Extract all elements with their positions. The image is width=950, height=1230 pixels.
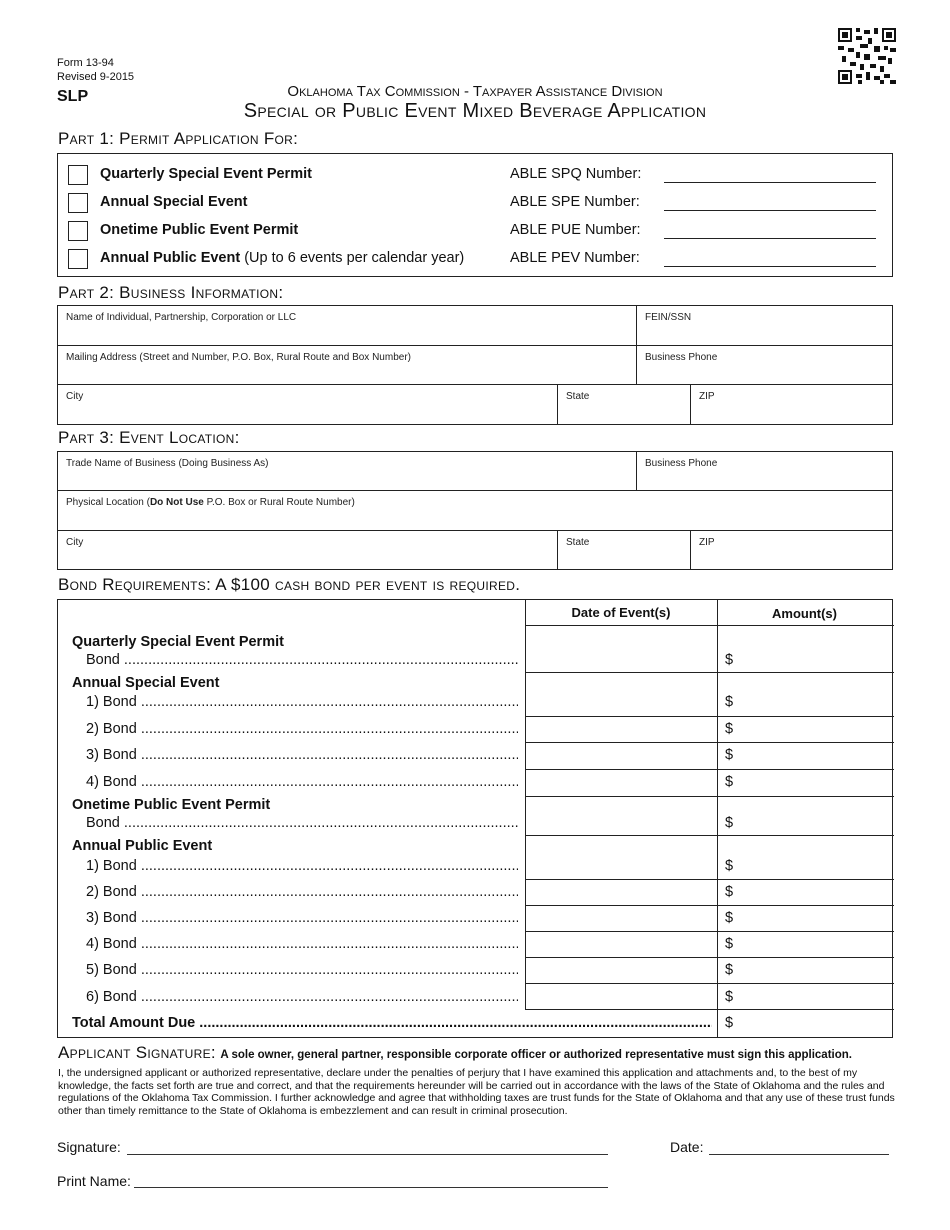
state-label: State xyxy=(566,391,590,402)
event-zip-field[interactable] xyxy=(690,530,892,569)
fein-field-label: FEIN/SSN xyxy=(645,312,692,323)
bond-row-label: 1) Bond ..... xyxy=(86,858,518,874)
bond-row-label: Bond ..... xyxy=(86,652,518,668)
physical-location-prefix: Physical Location ( xyxy=(66,497,150,508)
event-state-field[interactable] xyxy=(557,530,690,569)
form-code: SLP xyxy=(57,88,89,105)
form-number: Form 13-94 xyxy=(57,57,114,69)
event-city-label: City xyxy=(66,537,84,548)
bond-row-label: 4) Bond ..... xyxy=(86,936,518,952)
event-state-label: State xyxy=(566,537,590,548)
amount-field-dollar[interactable]: $ xyxy=(725,962,734,978)
print-name-input[interactable] xyxy=(134,1187,608,1188)
checkbox-onetime-public[interactable] xyxy=(68,221,88,241)
total-amount-label: Total Amount Due ..... xyxy=(72,1015,712,1031)
business-info-box xyxy=(57,305,893,425)
signature-input[interactable] xyxy=(127,1154,608,1155)
print-name-label: Print Name: xyxy=(57,1173,131,1189)
part3-heading: Part 3: Event Location: xyxy=(58,428,240,447)
zip-field[interactable] xyxy=(690,384,892,424)
row-divider xyxy=(525,905,894,906)
amount-field-dollar[interactable]: $ xyxy=(725,884,734,900)
name-field-label: Name of Individual, Partnership, Corporation or LLC xyxy=(66,312,297,323)
mailing-address-label: Mailing Address (Street and Number, P.O. Box, Rural Route and Box Number) xyxy=(66,352,411,363)
amount-field-dollar[interactable]: $ xyxy=(725,652,734,668)
group-annual-special: Annual Special Event xyxy=(72,675,220,691)
header-divider xyxy=(525,625,894,626)
col-header-date: Date of Event(s) xyxy=(571,605,671,620)
amount-field-dollar[interactable]: $ xyxy=(725,747,734,763)
event-zip-label: ZIP xyxy=(699,537,715,548)
mailing-address-field[interactable] xyxy=(58,345,636,385)
col-header-amount: Amount(s) xyxy=(772,606,837,621)
page-title: Special or Public Event Mixed Beverage Application xyxy=(243,100,707,122)
amount-field-dollar[interactable]: $ xyxy=(725,774,734,790)
trade-name-field[interactable] xyxy=(58,452,636,491)
row-divider xyxy=(525,879,894,880)
part1-heading: Part 1: Permit Application For: xyxy=(58,129,299,148)
bond-row-label: 3) Bond ..... xyxy=(86,747,518,763)
bond-row-label: 6) Bond ..... xyxy=(86,989,518,1005)
option-label-onetime-public: Onetime Public Event Permit xyxy=(100,222,299,238)
option-label-annual-public xyxy=(100,250,464,266)
checkbox-annual-public[interactable] xyxy=(68,249,88,269)
able-spq-input[interactable] xyxy=(664,182,876,183)
able-spe-label: ABLE SPE Number: xyxy=(510,194,640,210)
group-onetime-public: Onetime Public Event Permit xyxy=(72,797,271,813)
permit-application-box xyxy=(57,153,893,277)
date-col-divider xyxy=(525,600,526,1010)
row-divider xyxy=(525,716,894,717)
bond-row-label: 4) Bond ..... xyxy=(86,774,518,790)
option-note-annual-public: (Up to 6 events per calendar year) xyxy=(244,250,465,266)
event-city-field[interactable] xyxy=(58,530,557,569)
row-divider xyxy=(525,983,894,984)
city-label: City xyxy=(66,391,84,402)
bond-row-label: 3) Bond ..... xyxy=(86,910,518,926)
row-divider xyxy=(525,931,894,932)
event-business-phone-label: Business Phone xyxy=(645,458,718,469)
amount-field-dollar[interactable]: $ xyxy=(725,858,734,874)
physical-location-suffix: P.O. Box or Rural Route Number) xyxy=(203,497,355,508)
bond-heading: Bond Requirements: A $100 cash bond per event is required. xyxy=(58,575,521,594)
able-pue-label: ABLE PUE Number: xyxy=(510,222,641,238)
state-field[interactable] xyxy=(557,384,690,424)
bond-table xyxy=(57,599,893,1038)
signature-heading: Applicant Signature: xyxy=(58,1043,216,1062)
row-divider xyxy=(525,796,894,797)
physical-location-field[interactable] xyxy=(58,490,892,531)
option-label-annual-special: Annual Special Event xyxy=(100,194,248,210)
bond-row-label: 5) Bond ..... xyxy=(86,962,518,978)
bond-row-label: Bond ..... xyxy=(86,815,518,831)
signature-heading-row xyxy=(58,1043,852,1063)
row-divider xyxy=(525,1009,894,1010)
able-pue-input[interactable] xyxy=(664,238,876,239)
row-divider xyxy=(525,769,894,770)
physical-location-label xyxy=(66,497,355,508)
zip-label: ZIP xyxy=(699,391,715,402)
name-field[interactable] xyxy=(58,306,636,346)
trade-name-label: Trade Name of Business (Doing Business As) xyxy=(66,458,269,469)
bond-row-label: 2) Bond ..... xyxy=(86,884,518,900)
business-phone-field[interactable] xyxy=(636,345,892,385)
city-field[interactable] xyxy=(58,384,557,424)
able-spq-label: ABLE SPQ Number: xyxy=(510,166,642,182)
signature-label: Signature: xyxy=(57,1139,121,1155)
able-pev-label: ABLE PEV Number: xyxy=(510,250,640,266)
physical-location-bold: Do Not Use xyxy=(149,497,204,508)
row-divider xyxy=(525,835,894,836)
event-location-box xyxy=(57,451,893,570)
amount-field-dollar[interactable]: $ xyxy=(725,721,734,737)
bond-row-label: 2) Bond ..... xyxy=(86,721,518,737)
amount-field-dollar[interactable]: $ xyxy=(725,815,734,831)
amount-field-dollar[interactable]: $ xyxy=(725,989,734,1005)
declaration-text: I, the undersigned applicant or authorized representative, declare under the penalties of perjury that I have examined this application and attachments and, to the best of my knowledge, the facts set forth are true and correct, and that the requirements hereunder will be carried out in accordance with the laws of the State of Oklahoma and the rules and regulations of the Oklahoma Tax Commission. I further acknowledge and agree that withholding taxes are trust funds for the State of Oklahoma and that any use of these trust funds other than timely remittance to the State of Oklahoma is embezzlement and can result in criminal prosecution. xyxy=(58,1067,895,1117)
total-amount-dollar[interactable]: $ xyxy=(725,1015,734,1031)
bond-row-label: 1) Bond ..... xyxy=(86,694,518,710)
business-phone-label: Business Phone xyxy=(645,352,718,363)
group-annual-public: Annual Public Event xyxy=(72,838,213,854)
row-divider xyxy=(525,957,894,958)
checkbox-annual-special[interactable] xyxy=(68,193,88,213)
signature-subheading: A sole owner, general partner, responsible corporate officer or authorized representative must sign this application. xyxy=(220,1049,852,1061)
amount-field-dollar[interactable]: $ xyxy=(725,910,734,926)
row-divider xyxy=(525,672,894,673)
part2-heading: Part 2: Business Information: xyxy=(58,283,284,302)
group-quarterly-special: Quarterly Special Event Permit xyxy=(72,634,284,650)
option-label-annual-public-text: Annual Public Event xyxy=(100,250,241,266)
date-label: Date: xyxy=(670,1139,704,1155)
date-input[interactable] xyxy=(709,1154,889,1155)
able-spe-input[interactable] xyxy=(664,210,876,211)
option-label-quarterly-special: Quarterly Special Event Permit xyxy=(100,166,312,182)
event-business-phone-field[interactable] xyxy=(636,452,892,491)
able-pev-input[interactable] xyxy=(664,266,876,267)
revised-date: Revised 9-2015 xyxy=(57,71,135,83)
agency-name: Oklahoma Tax Commission - Taxpayer Assistance Division xyxy=(287,83,663,100)
amount-field-dollar[interactable]: $ xyxy=(725,694,734,710)
amount-field-dollar[interactable]: $ xyxy=(725,936,734,952)
qr-code-icon xyxy=(838,28,896,84)
amount-col-divider xyxy=(717,600,718,1037)
row-divider xyxy=(525,742,894,743)
fein-field[interactable] xyxy=(636,306,892,346)
checkbox-quarterly-special[interactable] xyxy=(68,165,88,185)
